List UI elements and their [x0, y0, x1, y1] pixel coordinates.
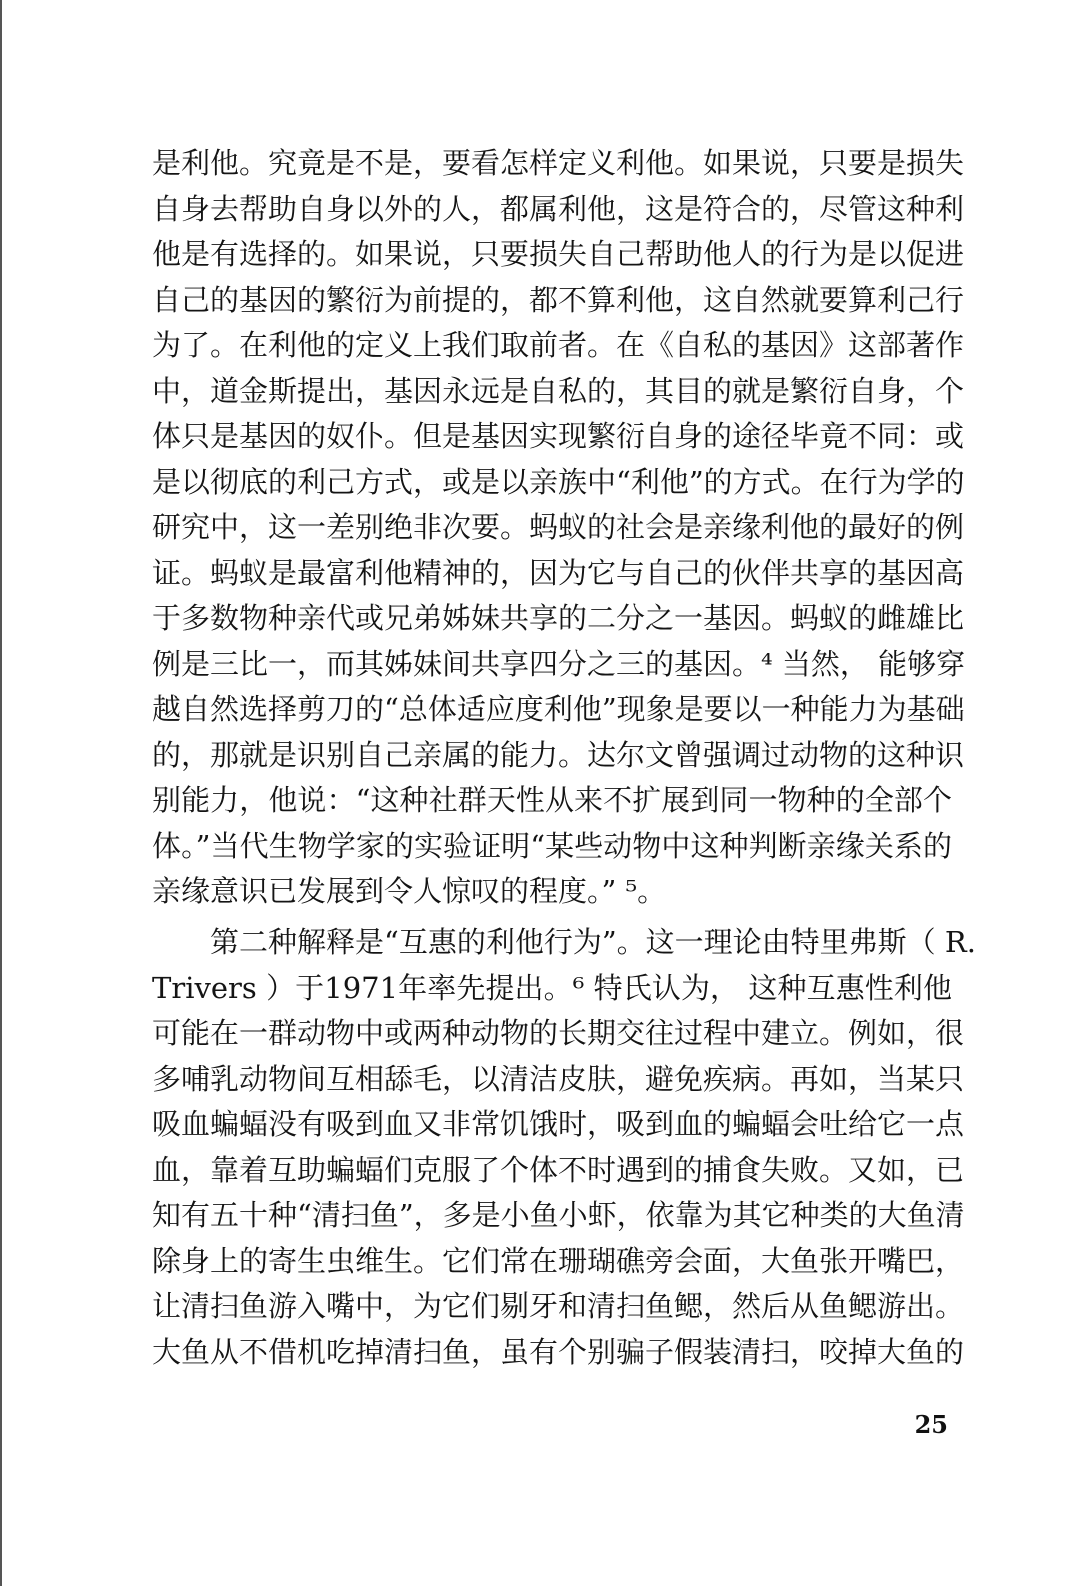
text-line: 第二种解释是“互惠的利他行为”。这一理论由特里弗斯（ R. [210, 925, 976, 959]
text-line: 别能力，他说：“这种社群天性从来不扩展到同一物种的全部个 [152, 783, 952, 817]
text-line: 例是三比一，而其姊妹间共享四分之三的基因。⁴ 当然， 能够穿 [152, 646, 966, 681]
text-line: 越自然选择剪刀的“总体适应度利他”现象是要以一种能力为基础 [152, 692, 965, 726]
text-line: 血，靠着互助蝙蝠们克服了个体不时遇到的捕食失败。又如，已 [152, 1152, 965, 1187]
text-line: 亲缘意识已发展到令人惊叹的程度。” ⁵。 [152, 874, 667, 908]
text-line: Trivers ）于1971年率先提出。⁶ 特氏认为， 这种互惠性利他 [152, 970, 952, 1005]
text-line: 多哺乳动物间互相舔毛，以清洁皮肤，避免疾病。再如，当某只 [152, 1061, 965, 1096]
text-line: 大鱼从不借机吃掉清扫鱼，虽有个别骗子假装清扫，咬掉大鱼的 [152, 1334, 965, 1369]
text-line: 为了。在利他的定义上我们取前者。在《自私的基因》这部著作 [152, 328, 965, 362]
text-line: 知有五十种“清扫鱼”，多是小鱼小虾，依靠为其它种类的大鱼清 [152, 1198, 965, 1232]
text-line: 研究中，这一差别绝非次要。蚂蚁的社会是亲缘利他的最好的例 [152, 510, 965, 544]
text-line: 吸血蝙蝠没有吸到血又非常饥饿时，吸到血的蝙蝠会吐给它一点 [152, 1107, 965, 1141]
text-line: 他是有选择的。如果说，只要损失自己帮助他人的行为是以促进 [152, 237, 965, 271]
page-number: 25 [914, 1410, 948, 1439]
text-line: 体只是基因的奴仆。但是基因实现繁衍自身的途径毕竟不同：或 [152, 419, 965, 453]
text-line: 是利他。究竟是不是，要看怎样定义利他。如果说，只要是损失 [152, 146, 965, 180]
text-line: 让清扫鱼游入嘴中，为它们剔牙和清扫鱼鳃，然后从鱼鳃游出。 [152, 1289, 965, 1323]
paragraph-1 [152, 141, 966, 915]
text-line: 于多数物种亲代或兄弟姊妹共享的二分之一基因。蚂蚁的雌雄比 [152, 601, 965, 635]
text-line: 体。”当代生物学家的实验证明“某些动物中这种判断亲缘关系的 [152, 828, 952, 863]
text-line: 可能在一群动物中或两种动物的长期交往过程中建立。例如，很 [152, 1016, 965, 1050]
text-line: 自己的基因的繁衍为前提的，都不算利他，这自然就要算利己行 [152, 282, 965, 317]
text-line: 证。蚂蚁是最富利他精神的，因为它与自己的伙伴共享的基因高 [152, 555, 965, 590]
text-line: 是以彻底的利己方式，或是以亲族中“利他”的方式。在行为学的 [152, 464, 965, 499]
text-line: 中，道金斯提出，基因永远是自私的，其目的就是繁衍自身，个 [152, 373, 965, 408]
text-line: 的，那就是识别自己亲属的能力。达尔文曾强调过动物的这种识 [152, 737, 965, 772]
paragraph-2 [152, 920, 976, 1375]
text-line: 自身去帮助自身以外的人，都属利他，这是符合的，尽管这种利 [152, 191, 965, 226]
text-line: 除身上的寄生虫维生。它们常在珊瑚礁旁会面，大鱼张开嘴巴， [152, 1243, 965, 1278]
